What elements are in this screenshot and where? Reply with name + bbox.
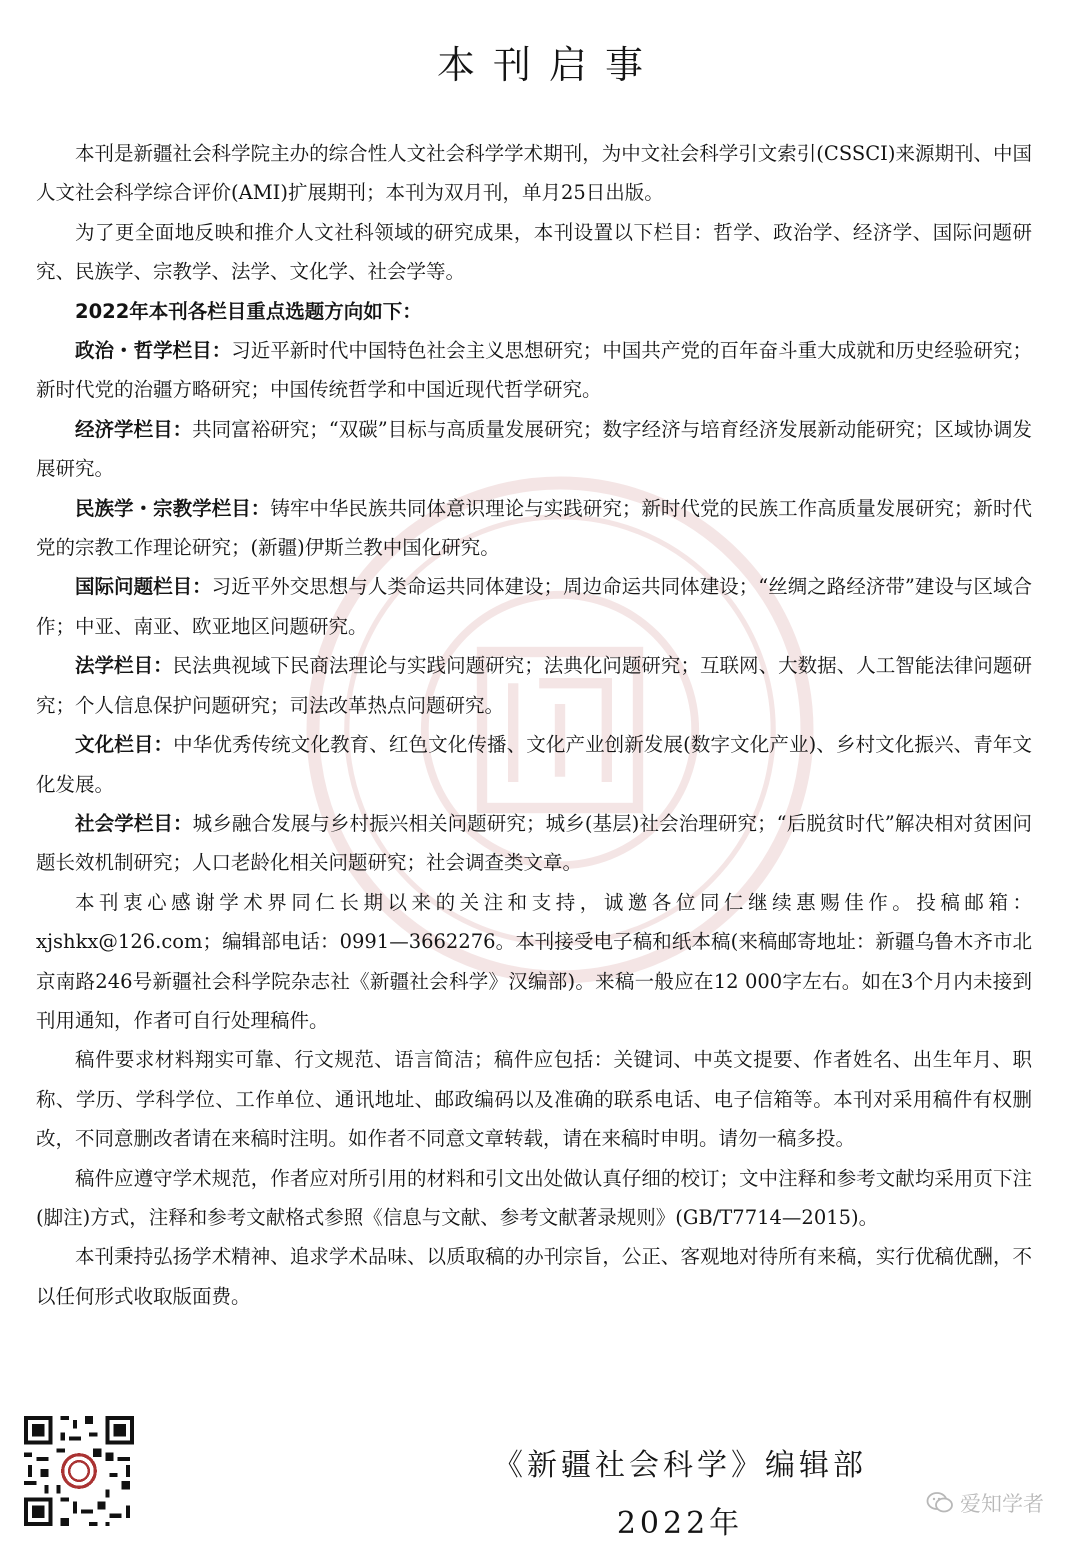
section-paragraph [36, 331, 1032, 410]
notice-body [36, 134, 1032, 1316]
closing-paragraph: 稿件要求材料翔实可靠、行文规范、语言简洁；稿件应包括：关键词、中英文提要、作者姓名、出生年月、职称、学历、学科学位、工作单位、通讯地址、邮政编码以及准确的联系电话、电子信箱等。本刊对采用稿件有权删改，不同意删改者请在来稿时注明。如作者不同意文章转载，请在来稿时申明。请勿一稿多投。 [36, 1048, 1032, 1151]
closing-paragraph: 本刊秉持弘扬学术精神、追求学术品味、以质取稿的办刊宗旨，公正、客观地对待所有来稿，实行优稿优酬，不以任何形式收取版面费。 [36, 1245, 1032, 1308]
signature-year: 2022年 [616, 1506, 744, 1541]
section-name: 社会学栏目： [75, 811, 193, 835]
wechat-icon [926, 1491, 954, 1515]
section-paragraph [36, 489, 1032, 568]
section-paragraph [36, 725, 1032, 804]
topics-heading: 2022年本刊各栏目重点选题方向如下： [75, 299, 422, 323]
section-name: 法学栏目： [75, 654, 173, 678]
section-paragraph [36, 646, 1032, 725]
section-name: 国际问题栏目： [75, 575, 212, 599]
section-text: 民法典视域下民商法理论与实践问题研究；法典化问题研究；互联网、大数据、人工智能法律问题研究；个人信息保护问题研究；司法改革热点问题研究。 [36, 654, 1032, 717]
section-text: 铸牢中华民族共同体意识理论与实践研究；新时代党的民族工作高质量发展研究；新时代党的宗教工作理论研究；(新疆)伊斯兰教中国化研究。 [36, 496, 1032, 560]
section-text: 习近平外交思想与人类命运共同体建设；周边命运共同体建设；“丝绸之路经济带”建设与区域合作；中亚、南亚、欧亚地区问题研究。 [36, 575, 1032, 638]
section-text: 城乡融合发展与乡村振兴相关问题研究；城乡(基层)社会治理研究；“后脱贫时代”解决相对贫困问题长效机制研究；人口老龄化相关问题研究；社会调查类文章。 [36, 811, 1032, 875]
section-text: 共同富裕研究；“双碳”目标与高质量发展研究；数字经济与培育经济发展新动能研究；区域协调发展研究。 [36, 417, 1032, 481]
closing-paragraph: 本刊衷心感谢学术界同仁长期以来的关注和支持，诚邀各位同仁继续惠赐佳作。投稿邮箱：xjshkx@126.com；编辑部电话：0991—3662276。本刊接受电子稿和纸本稿(来稿邮寄地址：新疆乌鲁木齐市北京南路246号新疆社会科学院杂志社《新疆社会科学》汉编部)。来稿一般应在12 000字左右。如在3个月内未接到刊用通知，作者可自行处理稿件。 [36, 890, 1032, 1032]
signature [470, 1440, 890, 1542]
intro-paragraph: 为了更全面地反映和推介人文社科领域的研究成果，本刊设置以下栏目：哲学、政治学、经济学、国际问题研究、民族学、宗教学、法学、文化学、社会学等。 [36, 220, 1032, 284]
watermark-text: 爱知学者 [960, 1492, 1044, 1516]
section-name: 经济学栏目： [75, 417, 193, 441]
section-paragraph [36, 567, 1032, 646]
section-name: 文化栏目： [75, 733, 174, 757]
page-title: 本刊启事 [436, 43, 661, 87]
qr-code-icon[interactable] [20, 1412, 138, 1530]
section-name: 民族学・宗教学栏目： [75, 496, 271, 520]
section-text: 中华优秀传统文化教育、红色文化传播、文化产业创新发展(数字文化产业)、乡村文化振兴、青年文化发展。 [36, 733, 1032, 796]
section-paragraph [36, 804, 1032, 883]
section-text: 习近平新时代中国特色社会主义思想研究；中国共产党的百年奋斗重大成就和历史经验研究；新时代党的治疆方略研究；中国传统哲学和中国近现代哲学研究。 [36, 339, 1032, 402]
section-paragraph [36, 410, 1032, 489]
signature-org: 《新疆社会科学》编辑部 [493, 1448, 867, 1483]
watermark [926, 1488, 1044, 1518]
intro-paragraph: 本刊是新疆社会科学院主办的综合性人文社会科学学术期刊，为中文社会科学引文索引(CSSCI)来源期刊、中国人文社会科学综合评价(AMI)扩展期刊；本刊为双月刊，单月25日出版。 [36, 142, 1032, 205]
closing-paragraph: 稿件应遵守学术规范，作者应对所引用的材料和引文出处做认真仔细的校订；文中注释和参考文献均采用页下注(脚注)方式，注释和参考文献格式参照《信息与文献、参考文献著录规则》(GB/T7714—2015)。 [36, 1166, 1032, 1229]
section-name: 政治・哲学栏目： [75, 339, 232, 363]
